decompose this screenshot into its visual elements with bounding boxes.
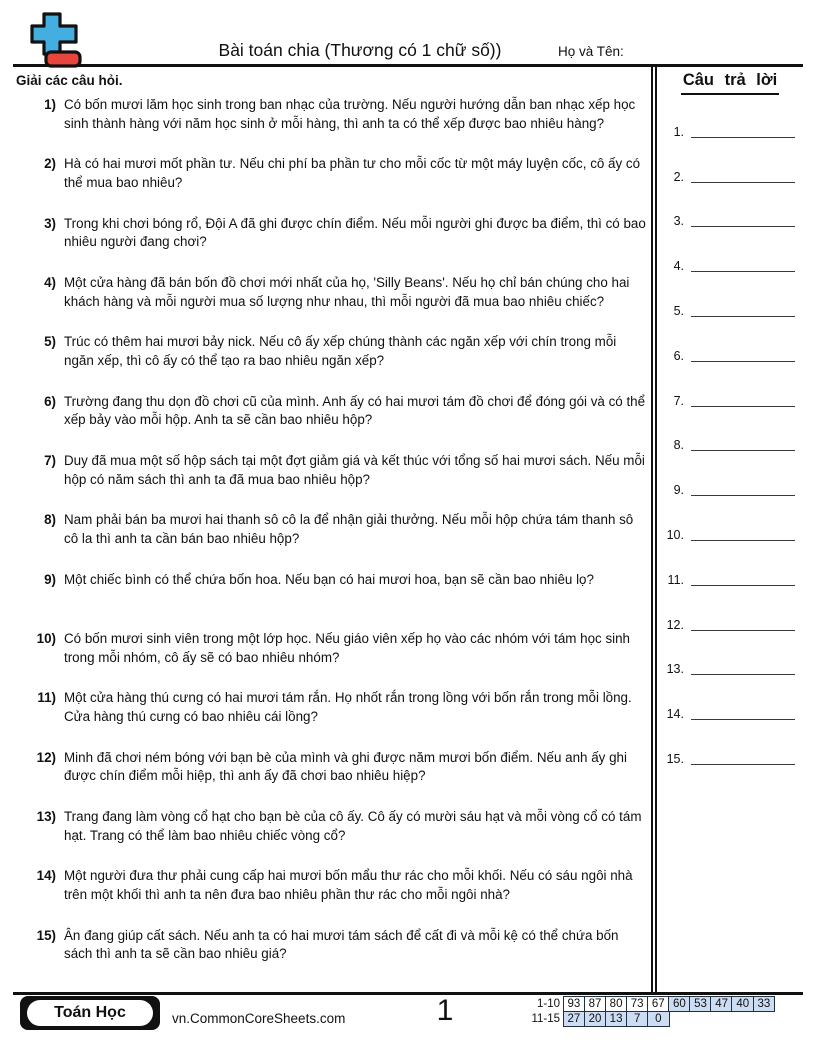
answer-item xyxy=(658,318,800,363)
answer-blank-line[interactable] xyxy=(691,494,795,496)
question-number: 2) xyxy=(44,156,56,172)
score-cell: 47 xyxy=(710,996,733,1012)
question-number: 4) xyxy=(44,275,56,291)
question-number: 14) xyxy=(36,868,56,884)
answer-item xyxy=(658,632,800,677)
question-number: 11) xyxy=(37,690,56,706)
answer-item xyxy=(658,587,800,632)
question-text: Duy đã mua một số hộp sách tại một đợt giảm giá và kết thúc với tổng số hai mươi sách. Nếu mỗi hộp có năm sách thì anh ta đã mua bao nhiêu hộp? xyxy=(64,453,645,487)
question-item xyxy=(16,333,648,392)
score-cell: 7 xyxy=(626,1011,649,1027)
question-item xyxy=(16,155,648,214)
question-number: 13) xyxy=(36,809,56,825)
answer-blank-line[interactable] xyxy=(691,360,795,362)
answer-blank-line[interactable] xyxy=(691,584,795,586)
question-number: 8) xyxy=(44,512,56,528)
answer-blank-line[interactable] xyxy=(691,225,795,227)
score-cell: 20 xyxy=(584,1011,607,1027)
answer-item xyxy=(658,676,800,721)
answer-number: 10. xyxy=(666,527,684,542)
answer-blank-line[interactable] xyxy=(691,270,795,272)
answer-item xyxy=(658,721,800,766)
answer-number: 8. xyxy=(673,438,684,453)
answer-blank-line[interactable] xyxy=(691,673,795,675)
score-cell: 93 xyxy=(563,996,586,1012)
answer-item xyxy=(658,542,800,587)
question-item xyxy=(16,867,648,926)
answer-blank-line[interactable] xyxy=(691,629,795,631)
question-text: Trong khi chơi bóng rổ, Đội A đã ghi được chín điểm. Nếu mỗi người ghi được ba điểm, thì có bao nhiêu người đang chơi? xyxy=(64,215,646,250)
question-item xyxy=(16,511,648,570)
answer-number: 9. xyxy=(673,483,684,498)
answer-number: 5. xyxy=(673,303,684,318)
score-table xyxy=(522,996,775,1027)
answer-number: 11. xyxy=(667,572,684,587)
answer-number: 4. xyxy=(673,259,684,274)
question-text: Nam phải bán ba mươi hai thanh sô cô la để nhận giải thưởng. Nếu mỗi hộp chứa tám thanh sô cô la thì anh ta cần bán bao nhiêu hộp? xyxy=(64,512,634,546)
question-number: 7) xyxy=(44,453,56,469)
answer-blank-line[interactable] xyxy=(691,315,795,317)
question-item xyxy=(16,630,648,689)
question-text: Trang đang làm vòng cổ hạt cho bạn bè của cô ấy. Cô ấy có mười sáu hạt và mỗi vòng cổ có tám hạt. Trang có thể làm bao nhiêu chiếc vòng cổ? xyxy=(64,809,642,843)
website-text: vn.CommonCoreSheets.com xyxy=(172,1011,346,1026)
question-item xyxy=(16,393,648,452)
question-text: Một người đưa thư phải cung cấp hai mươi bốn mẩu thư rác cho mỗi khối. Nếu có sáu ngôi nhà trên một khối thì anh ta nên đưa bao nhiêu phần thư rác cho mỗi ngôi nhà? xyxy=(64,868,633,903)
score-cell: 33 xyxy=(753,996,776,1012)
worksheet-title: Bài toán chia (Thương có 1 chữ số)) xyxy=(218,40,502,60)
score-cell: 80 xyxy=(605,996,628,1012)
instructions-text: Giải các câu hỏi. xyxy=(16,73,123,88)
answer-blank-line[interactable] xyxy=(691,539,795,541)
answer-number: 1. xyxy=(673,124,684,139)
answer-item xyxy=(658,273,800,318)
score-row xyxy=(522,996,775,1012)
question-number: 10) xyxy=(36,631,56,647)
question-text: Trường đang thu dọn đồ chơi cũ của mình. Anh ấy có hai mươi tám đồ chơi để đóng gói và có thể xếp bảy vào mỗi hộp. Anh ta sẽ cần bao nhiêu hộp? xyxy=(64,393,646,428)
answer-item xyxy=(658,94,800,139)
question-item xyxy=(16,274,648,333)
page-number: 1 xyxy=(436,994,454,1027)
question-text: Trúc có thêm hai mươi bảy nick. Nếu cô ấy xếp chúng thành các ngăn xếp với chín trong mỗi ngăn xếp, thì cô ấy có thể tạo ra bao nhiêu ngăn xếp? xyxy=(64,334,617,368)
question-text: Có bốn mươi lăm học sinh trong ban nhạc của trường. Nếu người hướng dẫn ban nhạc xếp học sinh thành hàng với năm học sinh ở mỗi hàng, thì anh ta có thể xếp được bao nhiêu hàng? xyxy=(64,97,636,131)
answers-title: Câu trả lời xyxy=(658,71,802,95)
answer-item xyxy=(658,184,800,229)
subject-badge-label: Toán Học xyxy=(27,1000,153,1026)
score-cell: 73 xyxy=(626,996,649,1012)
question-item xyxy=(16,215,648,274)
answer-item xyxy=(658,408,800,453)
question-item xyxy=(16,96,648,155)
score-cell: 60 xyxy=(668,996,691,1012)
answer-blank-line[interactable] xyxy=(691,136,795,138)
question-text: Ân đang giúp cất sách. Nếu anh ta có hai mươi tám sách để cất đi và mỗi kệ có thể chứa bốn sách thì anh ta sẽ cần bao nhiêu giá? xyxy=(64,927,619,962)
answer-number: 15. xyxy=(666,751,684,766)
question-text: Minh đã chơi ném bóng với bạn bè của mình và ghi được năm mươi bốn điểm. Nếu anh ấy ghi được chín điểm mỗi hiệp, thì anh ấy đã chơi bao nhiêu hiệp? xyxy=(64,749,627,784)
score-row-label: 11-15 xyxy=(531,1012,560,1025)
answer-number: 13. xyxy=(666,662,684,677)
score-cell: 27 xyxy=(563,1011,586,1027)
subject-badge xyxy=(20,996,160,1030)
question-item xyxy=(16,808,648,867)
name-label: Họ và Tên: xyxy=(558,44,624,59)
answer-number: 12. xyxy=(666,617,684,632)
questions-list xyxy=(16,96,648,986)
answer-item xyxy=(658,363,800,408)
answer-blank-line[interactable] xyxy=(691,763,795,765)
score-cell: 40 xyxy=(731,996,754,1012)
question-item xyxy=(16,927,648,986)
question-number: 3) xyxy=(44,215,56,231)
score-row-label: 1-10 xyxy=(536,998,560,1010)
score-row xyxy=(522,1011,775,1027)
answer-item xyxy=(658,497,800,542)
score-cell: 67 xyxy=(647,996,670,1012)
answer-item xyxy=(658,452,800,497)
score-cell: 53 xyxy=(689,996,712,1012)
question-text: Có bốn mươi sinh viên trong một lớp học. Nếu giáo viên xếp họ vào các nhóm với tám học sinh trong mỗi nhóm, cô ấy sẽ có bao nhiêu nhóm? xyxy=(64,631,631,665)
question-text: Một cửa hàng thú cưng có hai mươi tám rắn. Họ nhốt rắn trong lồng với bốn rắn trong mỗi lồng. Cửa hàng thú cưng có bao nhiêu cái lồng? xyxy=(64,690,632,725)
question-number: 15) xyxy=(36,927,56,943)
answer-number: 14. xyxy=(666,707,684,722)
question-number: 5) xyxy=(44,334,56,350)
answer-blank-line[interactable] xyxy=(691,405,795,407)
question-item xyxy=(16,689,648,748)
column-divider xyxy=(651,64,657,995)
answer-item xyxy=(658,228,800,273)
plus-minus-logo-icon xyxy=(30,12,82,68)
answer-blank-line[interactable] xyxy=(691,449,795,451)
answer-number: 7. xyxy=(673,393,684,408)
question-number: 9) xyxy=(44,571,56,587)
answer-blank-line[interactable] xyxy=(691,718,795,720)
question-number: 6) xyxy=(44,393,56,409)
question-item xyxy=(16,571,648,630)
answer-number: 2. xyxy=(673,169,684,184)
question-item xyxy=(16,452,648,511)
header-divider xyxy=(13,64,803,67)
question-text: Một cửa hàng đã bán bốn đồ chơi mới nhất của họ, 'Silly Beans'. Nếu họ chỉ bán chúng cho hai khách hàng và mỗi người mua số lượng như nhau, thì mỗi người đã mua bao nhiêu chiếc? xyxy=(64,275,630,309)
question-number: 1) xyxy=(44,97,56,112)
question-number: 12) xyxy=(36,749,56,765)
question-text: Một chiếc bình có thể chứa bốn hoa. Nếu bạn có hai mươi hoa, bạn sẽ cần bao nhiêu lọ? xyxy=(64,571,594,587)
score-cell: 87 xyxy=(584,996,607,1012)
answer-item xyxy=(658,139,800,184)
question-text: Hà có hai mươi mốt phần tư. Nếu chi phí ba phần tư cho mỗi cốc từ một máy luyện cốc, cô ấy có thể mua bao nhiêu? xyxy=(64,156,641,190)
answer-blank-line[interactable] xyxy=(691,181,795,183)
score-cell: 0 xyxy=(647,1011,670,1027)
answer-list xyxy=(658,94,800,766)
answer-number: 6. xyxy=(673,348,684,363)
question-item xyxy=(16,749,648,808)
score-cell: 13 xyxy=(605,1011,628,1027)
answer-number: 3. xyxy=(673,214,684,229)
